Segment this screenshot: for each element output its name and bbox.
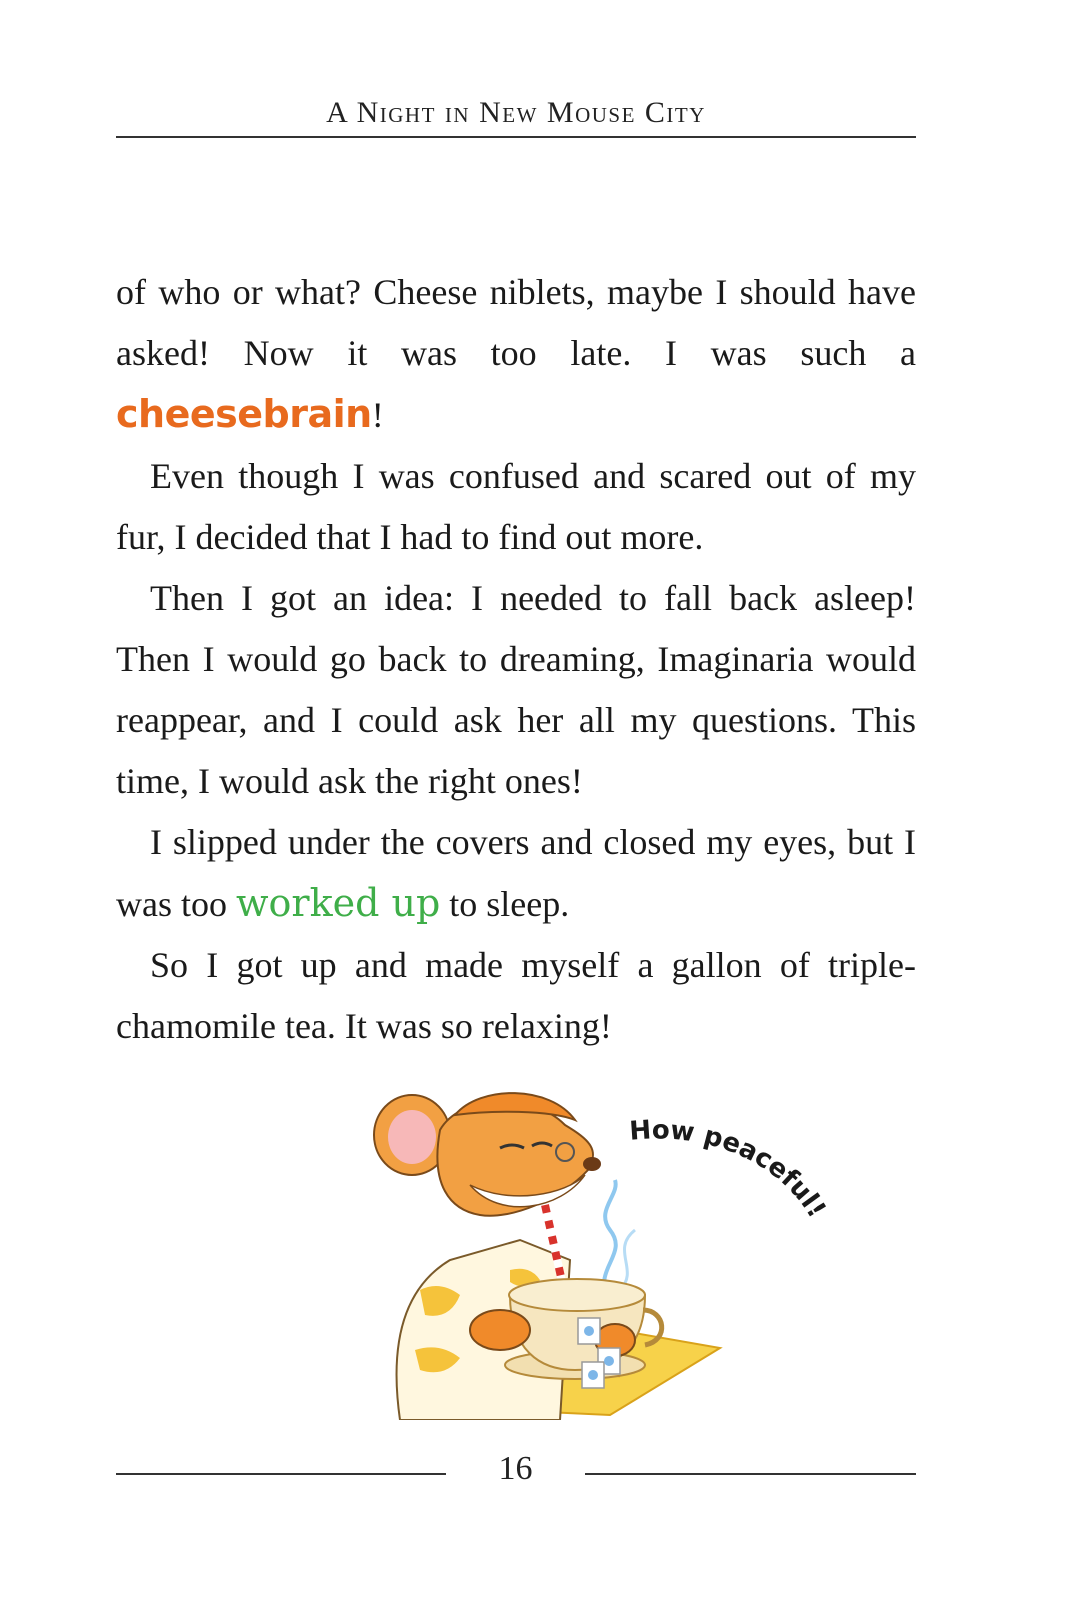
paragraph-4 (116, 812, 916, 935)
page-number: 16 (498, 1450, 533, 1487)
how-peaceful-caption: How peaceful! (628, 1115, 832, 1224)
header-rule (116, 136, 916, 138)
paragraph-1 (116, 262, 916, 446)
paragraph-2: Even though I was confused and scared out of my fur, I decided that I had to find out more. (116, 456, 916, 557)
body-text (116, 262, 916, 1057)
running-title: A Night in New Mouse City (326, 96, 706, 129)
paragraph-1-end: ! (371, 395, 384, 435)
speech-caption (610, 1100, 870, 1260)
footer-rule-right (585, 1473, 916, 1475)
cheesebrain-styled-word: cheesebrain (116, 392, 372, 436)
paragraph-4-end: to sleep. (440, 884, 570, 924)
paragraph-1-text: of who or what? Cheese niblets, maybe I should have asked! Now it was too late. I was such a (116, 272, 916, 373)
paragraph-3: Then I got an idea: I needed to fall back asleep! Then I would go back to dreaming, Imaginaria would reappear, and I could ask her all my questions. This time, I would ask the right ones! (116, 578, 916, 801)
footer-rule-left (116, 1473, 446, 1475)
paragraph-5: So I got up and made myself a gallon of triple-chamomile tea. It was so relaxing! (116, 945, 916, 1046)
worked-up-styled-word: worked up (236, 881, 441, 925)
paragraph-4-text: I slipped under the covers and closed my eyes, but I was too (116, 822, 916, 924)
